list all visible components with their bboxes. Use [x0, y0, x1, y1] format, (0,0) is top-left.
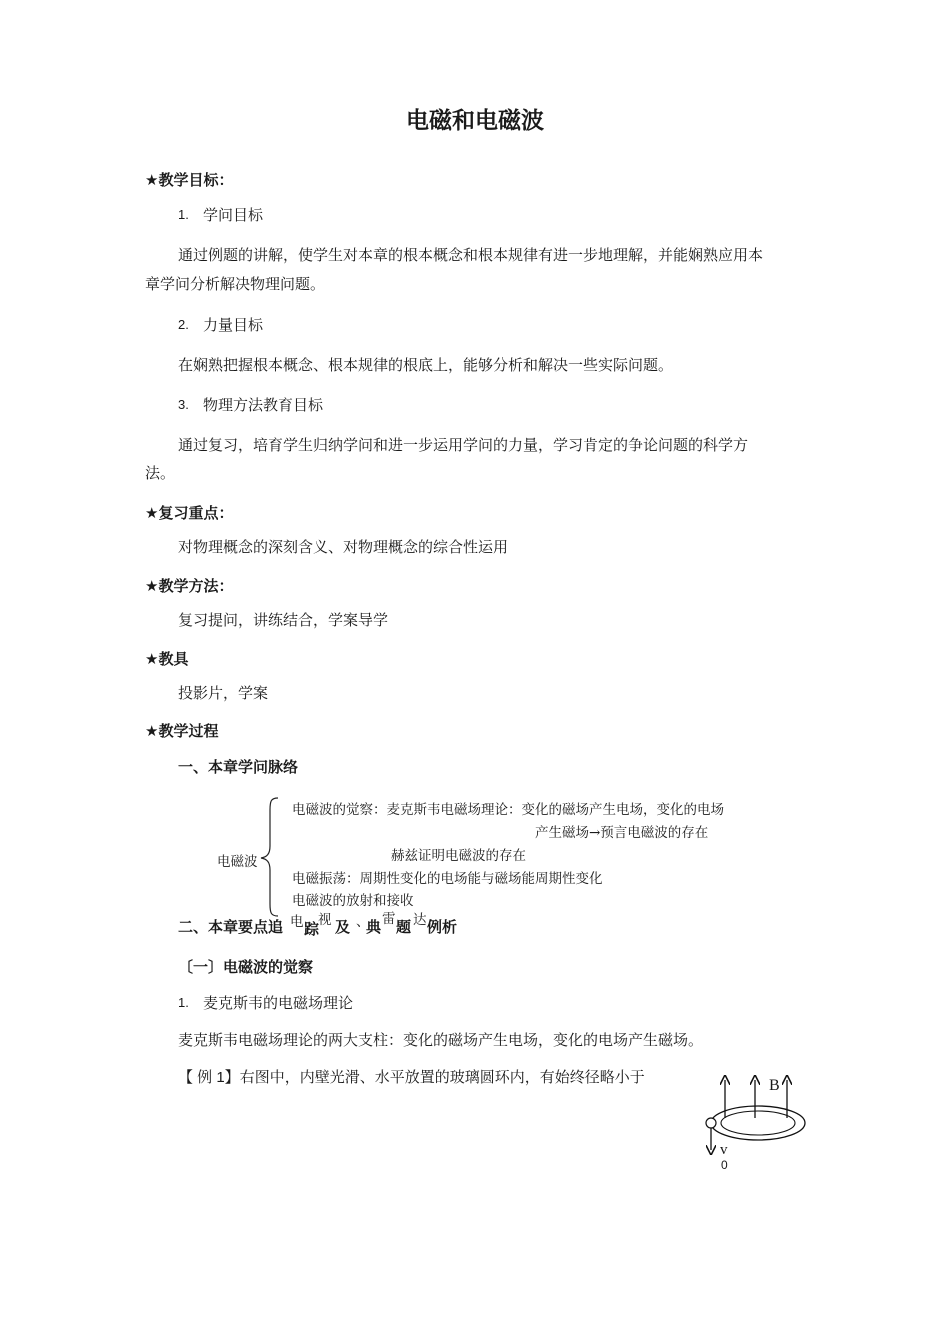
method-heading: ★教学方法：	[145, 577, 234, 595]
tools-text: 投影片，学案	[178, 684, 269, 702]
goal2-label: 力量目标	[203, 316, 264, 334]
item1-label: 麦克斯韦的电磁场理论	[203, 994, 354, 1012]
outline-line6-d: 雷	[382, 911, 396, 927]
section2-heading-a: 二、本章要点追	[178, 918, 284, 936]
goal3-text-line1: 通过复习，培育学生归纳学问和进一步运用学问的力量，学习肯定的争论问题的科学方	[178, 436, 749, 454]
outline-line6-c: 、	[356, 914, 370, 930]
label-v: v	[720, 1142, 728, 1158]
outline-line5: 电磁波的放射和接收	[292, 893, 414, 909]
goal2-text: 在娴熟把握根本概念、根本规律的根底上，能够分析和解决一些实际问题。	[178, 356, 674, 374]
section2-heading-f: 例析	[427, 918, 458, 936]
outline-root: 电磁波	[217, 854, 258, 870]
example-label	[178, 1066, 645, 1087]
goal3-number: 3.	[178, 397, 189, 412]
label-0: 0	[721, 1158, 728, 1172]
item1-text: 麦克斯韦电磁场理论的两大支柱：变化的磁场产生电场，变化的电场产生磁场。	[178, 1031, 704, 1049]
goal1-number: 1.	[178, 207, 189, 222]
goal1-text-line2: 章学问分析解决物理问题。	[145, 275, 326, 293]
section2-heading-e: 题	[396, 918, 412, 936]
review-heading: ★复习重点：	[145, 504, 234, 522]
outline-brace	[258, 796, 282, 918]
outline-line6-b: 视	[318, 912, 332, 928]
outline-line4: 电磁振荡：周期性变化的电场能与磁场能周期性变化	[292, 871, 603, 887]
subsection-heading: 〔一〕电磁波的觉察	[178, 958, 314, 976]
outline-line6-a: 电	[290, 914, 304, 930]
goal1-label: 学问目标	[203, 206, 264, 224]
example-bracket: 【 例 1】	[178, 1069, 240, 1086]
goals-heading: ★教学目标：	[145, 171, 234, 189]
review-text: 对物理概念的深刻含义、对物理概念的综合性运用	[178, 538, 509, 556]
outline-line3: 赫兹证明电磁波的存在	[391, 848, 526, 864]
page-title: 电磁和电磁波	[406, 108, 544, 134]
goal3-text-line2: 法。	[145, 464, 176, 482]
section2-heading-c: 及	[335, 918, 351, 936]
method-text: 复习提问，讲练结合，学案导学	[178, 611, 389, 629]
item1-number: 1.	[178, 995, 189, 1010]
outline-line1: 电磁波的觉察：麦克斯韦电磁场理论：变化的磁场产生电场，变化的电场	[292, 802, 724, 818]
label-B: B	[769, 1077, 780, 1094]
chapter-outline-heading: 一、本章学问脉络	[178, 758, 299, 776]
section2-heading-d: 典	[366, 918, 382, 936]
outline-line2: 产生磁场→预言电磁波的存在	[535, 825, 709, 841]
example-text: 右图中，内壁光滑、水平放置的玻璃圆环内，有始终径略小于	[239, 1068, 645, 1086]
tools-heading: ★教具	[145, 650, 189, 668]
section2-heading-b: 踪	[304, 920, 320, 938]
process-heading: ★教学过程	[145, 722, 219, 740]
goal3-label: 物理方法教育目标	[203, 396, 324, 414]
goal2-number: 2.	[178, 317, 189, 332]
outline-line6-e: 达	[413, 912, 427, 928]
ring-figure	[695, 1070, 815, 1178]
goal1-text-line1: 通过例题的讲解，使学生对本章的根本概念和根本规律有进一步地理解，并能娴熟应用本	[178, 246, 764, 264]
